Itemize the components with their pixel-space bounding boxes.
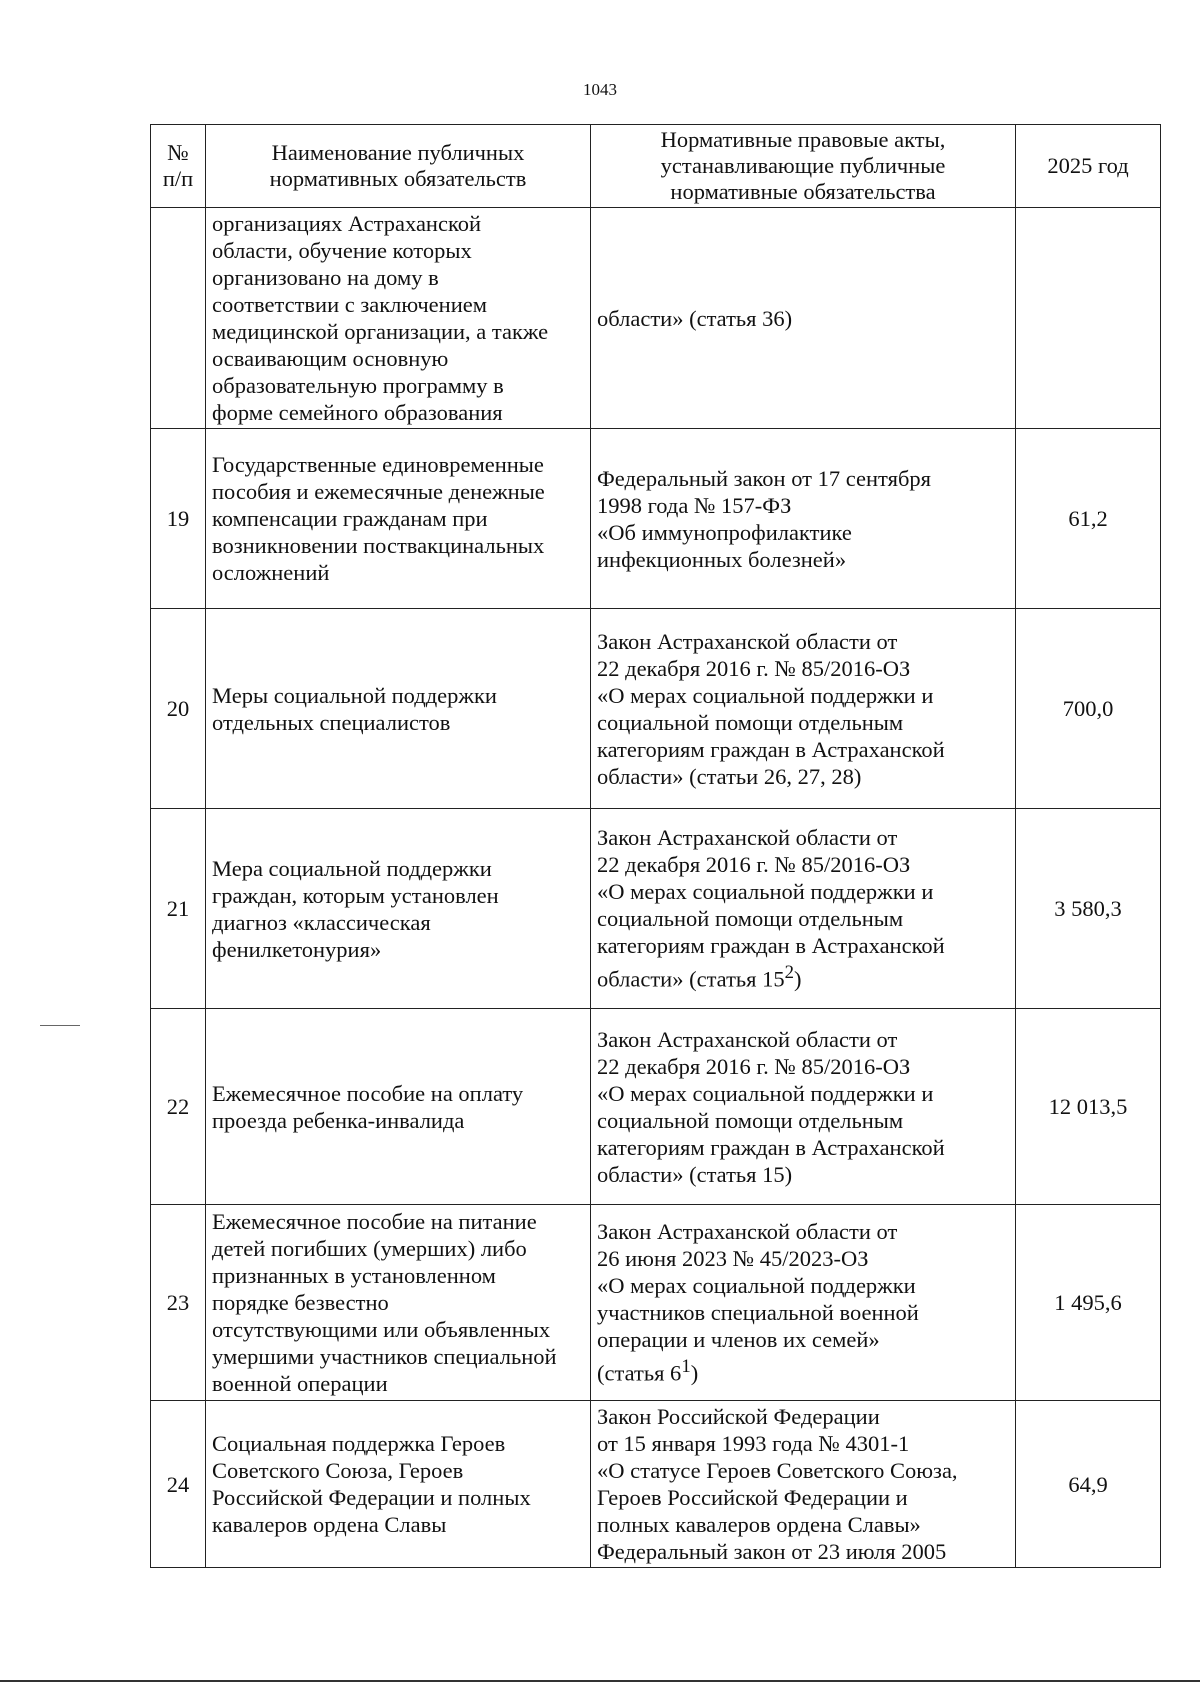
row-obligation-name: Государственные единовременные пособия и ежемесячные денежные компенсации гражданам при возникновении поствакцинальных осложнений	[206, 429, 591, 609]
header-year: 2025 год	[1016, 125, 1161, 208]
row-legal-acts-tail: )	[794, 966, 802, 992]
table-row	[151, 1009, 1161, 1205]
header-number: № п/п	[151, 125, 206, 208]
row-obligation-name: Социальная поддержка Героев Советского Союза, Героев Российской Федерации и полных кавалеров ордена Славы	[206, 1401, 591, 1568]
table-row	[151, 1205, 1161, 1401]
row-number: 19	[151, 429, 206, 609]
row-value	[1016, 208, 1161, 429]
row-number: 23	[151, 1205, 206, 1401]
row-legal-acts-text: Закон Астраханской области от 22 декабря 2016 г. № 85/2016-ОЗ «О мерах социальной поддержки и социальной помощи отдельным категориям граждан в Астраханской области» (статья 15	[597, 825, 945, 992]
row-number: 21	[151, 809, 206, 1009]
row-number	[151, 208, 206, 429]
table-row	[151, 1401, 1161, 1568]
row-legal-acts-tail: )	[690, 1360, 699, 1386]
table-row	[151, 609, 1161, 809]
row-number: 24	[151, 1401, 206, 1568]
row-obligation-name: Ежемесячное пособие на питание детей погибших (умерших) либо признанных в установленном порядке безвестно отсутствующими или объявленных умершими участников специальной военной операции	[206, 1205, 591, 1401]
row-obligation-name: Ежемесячное пособие на оплату проезда ребенка-инвалида	[206, 1009, 591, 1205]
row-obligation-name: Меры социальной поддержки отдельных специалистов	[206, 609, 591, 809]
table-row	[151, 208, 1161, 429]
row-value: 12 013,5	[1016, 1009, 1161, 1205]
row-legal-acts: Закон Российской Федерации от 15 января 1993 года № 4301-1 «О статусе Героев Советского Союза, Героев Российской Федерации и полных кавалеров ордена Славы» Федеральный закон от 23 июля 2005	[591, 1401, 1016, 1568]
row-legal-acts	[591, 1205, 1016, 1401]
row-value: 3 580,3	[1016, 809, 1161, 1009]
page-number: 1043	[583, 80, 617, 99]
row-legal-acts: Закон Астраханской области от 22 декабря 2016 г. № 85/2016-ОЗ «О мерах социальной поддержки и социальной помощи отдельным категориям граждан в Астраханской области» (статьи 26, 27, 28)	[591, 609, 1016, 809]
row-value: 61,2	[1016, 429, 1161, 609]
row-number: 22	[151, 1009, 206, 1205]
row-legal-acts: Федеральный закон от 17 сентября 1998 года № 157-ФЗ «Об иммунопрофилактике инфекционных болезней»	[591, 429, 1016, 609]
row-obligation-name: организациях Астраханской области, обучение которых организовано на дому в соответствии с заключением медицинской организации, а также осваивающим основную образовательную программу в форме семейного образования	[206, 208, 591, 429]
row-legal-acts	[591, 809, 1016, 1009]
row-legal-acts-text: Закон Астраханской области от 26 июня 2023 № 45/2023-ОЗ «О мерах социальной поддержки участников специальной военной операции и членов их семей» (статья 6	[597, 1219, 919, 1386]
row-number: 20	[151, 609, 206, 809]
row-legal-acts: Закон Астраханской области от 22 декабря 2016 г. № 85/2016-ОЗ «О мерах социальной поддержки и социальной помощи отдельным категориям граждан в Астраханской области» (статья 15)	[591, 1009, 1016, 1205]
header-name: Наименование публичных нормативных обязательств	[206, 125, 591, 208]
article-superscript: 1	[681, 1356, 691, 1378]
row-value: 700,0	[1016, 609, 1161, 809]
obligations-table	[150, 124, 1161, 1568]
table-header-row	[151, 125, 1161, 208]
row-legal-acts: области» (статья 36)	[591, 208, 1016, 429]
row-value: 1 495,6	[1016, 1205, 1161, 1401]
table-row	[151, 429, 1161, 609]
header-acts: Нормативные правовые акты, устанавливающие публичные нормативные обязательства	[591, 125, 1016, 208]
table-row	[151, 809, 1161, 1009]
article-superscript: 2	[784, 962, 795, 984]
page-bottom-rule	[0, 1680, 1200, 1682]
row-value: 64,9	[1016, 1401, 1161, 1568]
row-obligation-name: Мера социальной поддержки граждан, которым установлен диагноз «классическая фенилкетонурия»	[206, 809, 591, 1009]
margin-mark	[40, 1025, 80, 1026]
